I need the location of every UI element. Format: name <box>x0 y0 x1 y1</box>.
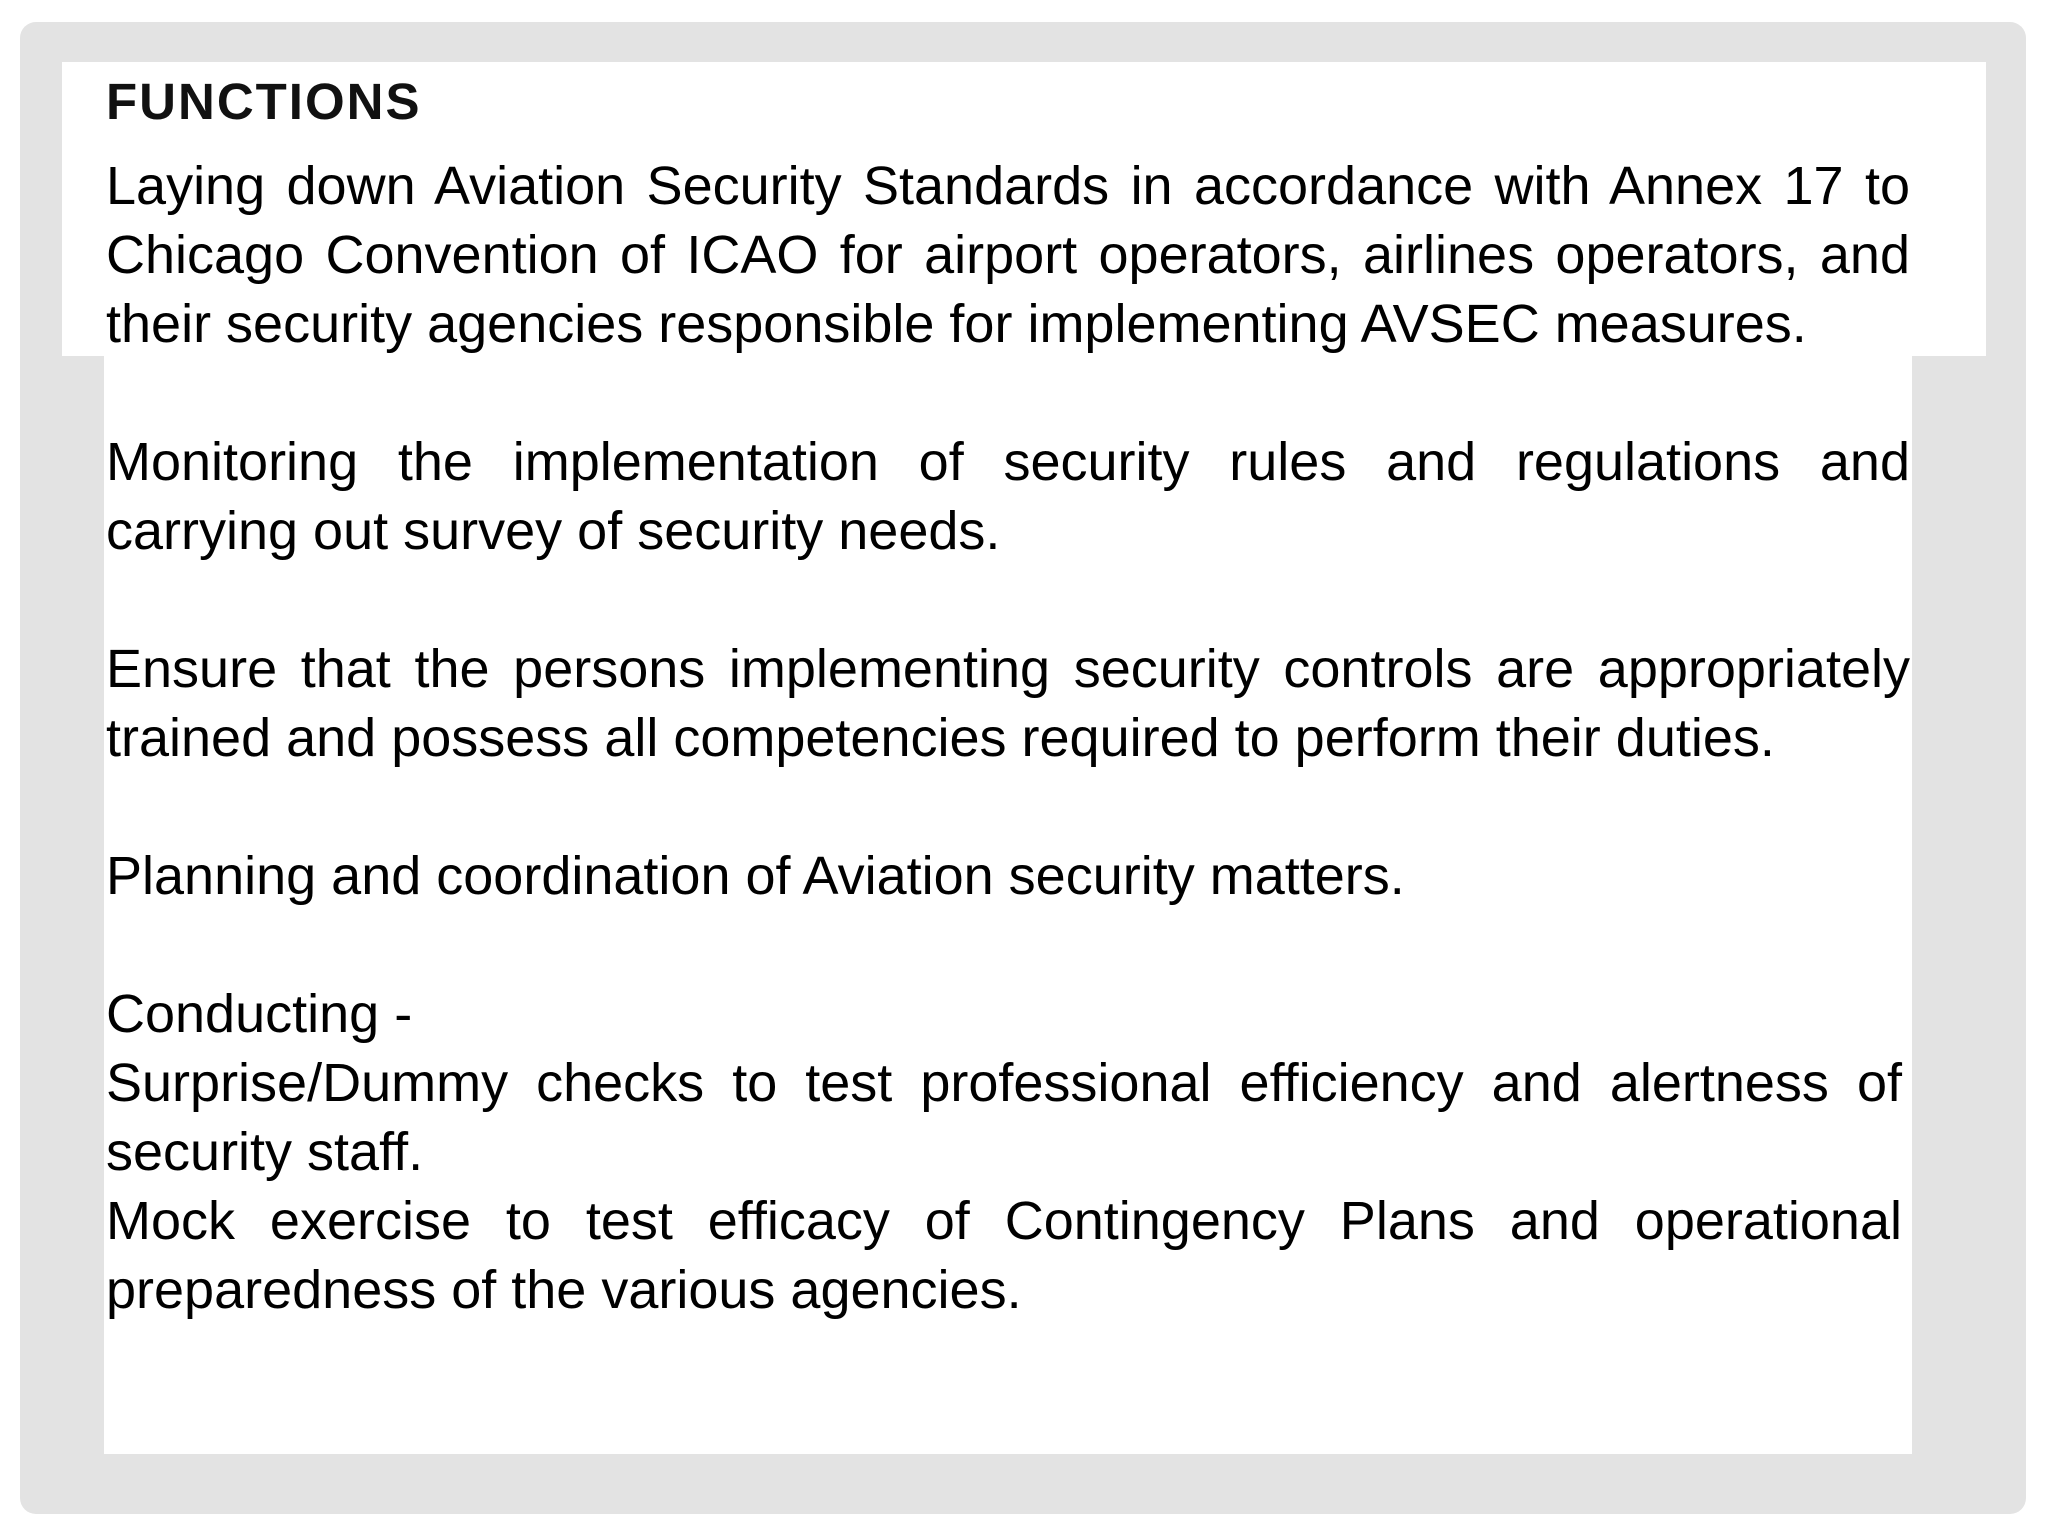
conducting-item-surprise-checks: Surprise/Dummy checks to test professional efficiency and alertness of security staff. <box>106 1053 1902 1182</box>
paragraph-training: Ensure that the persons implementing security controls are appropriately trained and possess all competencies required to perform their duties. <box>106 639 1910 768</box>
slide-content <box>106 152 1910 1325</box>
paragraph-planning: Planning and coordination of Aviation security matters. <box>106 846 1405 906</box>
paragraph-monitoring: Monitoring the implementation of security rules and regulations and carrying out survey of security needs. <box>106 432 1910 561</box>
conducting-heading: Conducting - <box>106 984 413 1044</box>
conducting-section <box>106 980 1910 1325</box>
paragraph-standards: Laying down Aviation Security Standards in accordance with Annex 17 to Chicago Convention of ICAO for airport operators, airlines operators, and their security agencies responsible for implementing AVSEC measures. <box>106 156 1910 354</box>
slide-title: FUNCTIONS <box>106 73 422 130</box>
conducting-item-mock-exercise: Mock exercise to test efficacy of Contingency Plans and operational preparedness of the various agencies. <box>106 1191 1902 1320</box>
